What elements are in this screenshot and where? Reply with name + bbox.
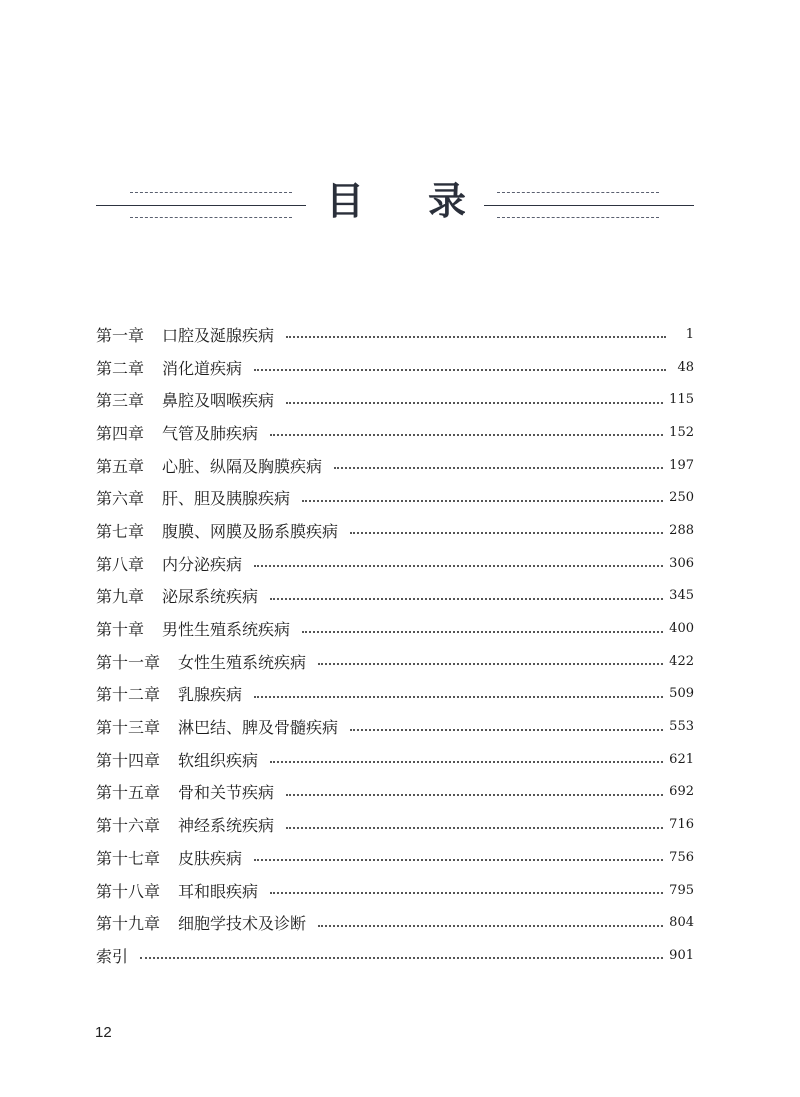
dot-leader <box>270 761 663 763</box>
chapter-title: 耳和眼疾病 <box>178 881 259 901</box>
chapter-label: 第三章 <box>96 391 145 411</box>
dot-leader <box>334 467 663 469</box>
chapter-label: 第十一章 <box>96 652 161 672</box>
chapter-label: 第十二章 <box>96 685 161 705</box>
page-ref: 795 <box>669 882 694 898</box>
toc-heading <box>0 170 800 250</box>
chapter-title: 神经系统疾病 <box>178 816 275 836</box>
page-ref: 250 <box>669 490 694 506</box>
dot-leader <box>140 957 663 959</box>
toc-entry[interactable] <box>96 580 694 613</box>
chapter-label: 第十七章 <box>96 848 161 868</box>
toc-entry[interactable] <box>96 645 694 678</box>
right-dashed-rule-bottom <box>497 217 659 218</box>
toc-entry[interactable] <box>96 841 694 874</box>
chapter-label: 第十三章 <box>96 718 161 738</box>
dot-leader <box>270 598 663 600</box>
toc-entry[interactable] <box>96 383 694 416</box>
chapter-label: 第十章 <box>96 620 145 640</box>
dot-leader <box>302 631 663 633</box>
chapter-title: 口腔及涎腺疾病 <box>162 325 275 345</box>
page-ref: 306 <box>669 555 694 571</box>
chapter-title: 消化道疾病 <box>162 358 243 378</box>
toc-entry[interactable] <box>96 351 694 384</box>
chapter-label: 第一章 <box>96 325 145 345</box>
page-ref: 197 <box>669 457 694 473</box>
chapter-title: 肝、胆及胰腺疾病 <box>162 489 291 509</box>
chapter-label: 第五章 <box>96 456 145 476</box>
chapter-label: 第十五章 <box>96 783 161 803</box>
chapter-title: 心脏、纵隔及胸膜疾病 <box>162 456 323 476</box>
chapter-label: 第九章 <box>96 587 145 607</box>
page-ref: 756 <box>669 849 694 865</box>
toc-entry[interactable] <box>96 547 694 580</box>
toc-entry[interactable] <box>96 939 694 972</box>
page-ref: 804 <box>669 915 694 931</box>
right-solid-rule <box>484 205 694 206</box>
heading-char-1: 目 <box>326 178 365 223</box>
heading-char-2: 录 <box>428 178 467 223</box>
page-ref: 345 <box>669 588 694 604</box>
right-dashed-rule-top <box>497 192 659 193</box>
chapter-title: 内分泌疾病 <box>162 554 243 574</box>
toc-entry[interactable] <box>96 874 694 907</box>
chapter-title: 骨和关节疾病 <box>178 783 275 803</box>
page-ref: 115 <box>669 392 694 408</box>
toc-entry[interactable] <box>96 449 694 482</box>
page-ref: 288 <box>669 522 694 538</box>
toc-entry[interactable] <box>96 743 694 776</box>
dot-leader <box>286 336 666 338</box>
left-dashed-rule-top <box>130 192 292 193</box>
dot-leader <box>302 500 663 502</box>
toc-entry[interactable] <box>96 416 694 449</box>
chapter-label: 第十四章 <box>96 750 161 770</box>
table-of-contents <box>96 318 694 972</box>
chapter-label: 索引 <box>96 946 129 966</box>
chapter-label: 第七章 <box>96 521 145 541</box>
chapter-label: 第十六章 <box>96 816 161 836</box>
dot-leader <box>350 532 663 534</box>
toc-entry[interactable] <box>96 808 694 841</box>
dot-leader <box>286 794 663 796</box>
dot-leader <box>254 859 663 861</box>
page-ref: 716 <box>669 817 694 833</box>
chapter-label: 第十九章 <box>96 914 161 934</box>
page-ref: 901 <box>669 947 694 963</box>
chapter-title: 泌尿系统疾病 <box>162 587 259 607</box>
chapter-label: 第四章 <box>96 423 145 443</box>
dot-leader <box>270 434 663 436</box>
chapter-label: 第二章 <box>96 358 145 378</box>
toc-entry[interactable] <box>96 710 694 743</box>
toc-entry[interactable] <box>96 514 694 547</box>
dot-leader <box>286 827 663 829</box>
chapter-title: 淋巴结、脾及骨髓疾病 <box>178 718 339 738</box>
chapter-title: 软组织疾病 <box>178 750 259 770</box>
left-dashed-rule-bottom <box>130 217 292 218</box>
page-ref: 422 <box>669 653 694 669</box>
page-ref: 621 <box>669 751 694 767</box>
page-ref: 1 <box>685 326 694 342</box>
toc-entry[interactable] <box>96 776 694 809</box>
chapter-title: 鼻腔及咽喉疾病 <box>162 391 275 411</box>
page-ref: 152 <box>669 424 694 440</box>
chapter-title: 乳腺疾病 <box>178 685 243 705</box>
toc-entry[interactable] <box>96 612 694 645</box>
dot-leader <box>254 369 666 371</box>
chapter-title: 男性生殖系统疾病 <box>162 620 291 640</box>
dot-leader <box>318 663 663 665</box>
toc-entry[interactable] <box>96 481 694 514</box>
dot-leader <box>318 925 663 927</box>
page-ref: 48 <box>677 359 694 375</box>
dot-leader <box>350 729 663 731</box>
chapter-label: 第六章 <box>96 489 145 509</box>
page-ref: 553 <box>669 719 694 735</box>
dot-leader <box>254 696 663 698</box>
chapter-label: 第八章 <box>96 554 145 574</box>
toc-entry[interactable] <box>96 906 694 939</box>
toc-entry[interactable] <box>96 678 694 711</box>
dot-leader <box>270 892 663 894</box>
left-solid-rule <box>96 205 306 206</box>
chapter-title: 细胞学技术及诊断 <box>178 914 307 934</box>
dot-leader <box>254 565 663 567</box>
page-ref: 509 <box>669 686 694 702</box>
chapter-title: 皮肤疾病 <box>178 848 243 868</box>
page-ref: 400 <box>669 621 694 637</box>
chapter-title: 腹膜、网膜及肠系膜疾病 <box>162 521 339 541</box>
toc-entry[interactable] <box>96 318 694 351</box>
chapter-title: 女性生殖系统疾病 <box>178 652 307 672</box>
dot-leader <box>286 402 663 404</box>
page-number: 12 <box>95 1024 112 1041</box>
chapter-label: 第十八章 <box>96 881 161 901</box>
chapter-title: 气管及肺疾病 <box>162 423 259 443</box>
page-ref: 692 <box>669 784 694 800</box>
